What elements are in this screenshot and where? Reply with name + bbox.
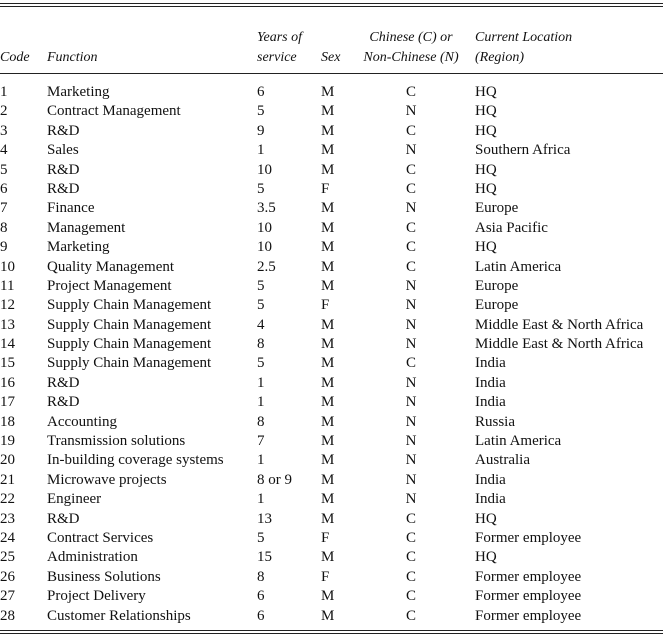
cell-years-of-service: 4 bbox=[257, 316, 265, 333]
header-years-line-2: service bbox=[257, 50, 297, 65]
cell-current-location: HQ bbox=[475, 84, 497, 100]
cell-code: 8 bbox=[0, 219, 8, 236]
cell-function: R&D bbox=[47, 510, 80, 527]
cell-function: Administration bbox=[47, 549, 138, 566]
cell-sex: M bbox=[321, 103, 335, 120]
cell-code: 26 bbox=[0, 568, 15, 585]
cell-chinese-or-non-chinese: N bbox=[405, 433, 417, 450]
cell-chinese-or-non-chinese: C bbox=[405, 122, 416, 139]
cell-chinese-or-non-chinese: N bbox=[405, 142, 417, 159]
cell-sex: M bbox=[321, 239, 335, 256]
cell-chinese-or-non-chinese: C bbox=[405, 568, 416, 585]
cell-current-location: Middle East & North Africa bbox=[475, 316, 644, 333]
cell-sex: M bbox=[321, 316, 335, 333]
cell-years-of-service: 1 bbox=[257, 491, 265, 508]
table-row bbox=[0, 219, 663, 238]
cell-function: Marketing bbox=[47, 84, 110, 100]
cell-current-location: Asia Pacific bbox=[475, 219, 548, 236]
cell-chinese-or-non-chinese: C bbox=[405, 84, 416, 100]
cell-current-location: Former employee bbox=[475, 588, 582, 605]
table-row bbox=[0, 199, 663, 218]
cell-chinese-or-non-chinese: C bbox=[405, 549, 416, 566]
cell-sex: M bbox=[321, 471, 335, 488]
cell-years-of-service: 5 bbox=[257, 180, 265, 197]
cell-chinese-or-non-chinese: C bbox=[405, 161, 416, 178]
cell-chinese-or-non-chinese: N bbox=[405, 374, 417, 391]
top-double-rule-upper bbox=[0, 3, 663, 4]
table-row bbox=[0, 587, 663, 606]
header-function-text: Function bbox=[47, 50, 98, 65]
table-row bbox=[0, 277, 663, 296]
cell-chinese-or-non-chinese: C bbox=[405, 239, 416, 256]
top-double-rule-lower bbox=[0, 6, 663, 7]
header-years-line-1: Years of bbox=[257, 30, 303, 45]
header-rule bbox=[0, 73, 663, 74]
cell-code: 1 bbox=[0, 84, 8, 100]
cell-chinese-or-non-chinese: N bbox=[405, 336, 417, 353]
cell-function: Contract Management bbox=[47, 103, 181, 120]
cell-sex: M bbox=[321, 607, 335, 624]
cell-years-of-service: 8 bbox=[257, 336, 265, 353]
header-chinese-line-2: Non-Chinese (N) bbox=[363, 50, 459, 65]
cell-current-location: India bbox=[475, 491, 506, 508]
cell-current-location: Europe bbox=[475, 200, 519, 217]
cell-years-of-service: 10 bbox=[257, 219, 272, 236]
cell-current-location: HQ bbox=[475, 180, 497, 197]
cell-function: Transmission solutions bbox=[47, 433, 186, 450]
cell-code: 15 bbox=[0, 355, 15, 372]
cell-sex: M bbox=[321, 200, 335, 217]
cell-code: 10 bbox=[0, 258, 15, 275]
header-code bbox=[0, 48, 30, 68]
header-sex bbox=[321, 48, 340, 68]
cell-code: 27 bbox=[0, 588, 15, 605]
cell-function: R&D bbox=[47, 122, 80, 139]
cell-chinese-or-non-chinese: N bbox=[405, 316, 417, 333]
cell-code: 18 bbox=[0, 413, 15, 430]
bottom-double-rule-lower bbox=[0, 633, 663, 634]
cell-sex: M bbox=[321, 355, 335, 372]
table-row bbox=[0, 122, 663, 141]
cell-chinese-or-non-chinese: N bbox=[405, 452, 417, 469]
table-row bbox=[0, 258, 663, 277]
cell-years-of-service: 8 or 9 bbox=[257, 471, 292, 488]
cell-sex: M bbox=[321, 122, 335, 139]
header-code-text: Code bbox=[0, 50, 30, 65]
cell-current-location: India bbox=[475, 355, 506, 372]
cell-chinese-or-non-chinese: C bbox=[405, 529, 416, 546]
cell-chinese-or-non-chinese: C bbox=[405, 588, 416, 605]
cell-code: 16 bbox=[0, 374, 15, 391]
cell-function: R&D bbox=[47, 180, 80, 197]
cell-code: 3 bbox=[0, 122, 8, 139]
table-row bbox=[0, 529, 663, 548]
cell-current-location: India bbox=[475, 471, 506, 488]
table-row bbox=[0, 510, 663, 529]
cell-years-of-service: 7 bbox=[257, 433, 265, 450]
header-sex-text: Sex bbox=[321, 50, 341, 65]
header-current-location bbox=[475, 28, 572, 68]
cell-current-location: India bbox=[475, 394, 506, 411]
cell-function: Accounting bbox=[47, 413, 117, 430]
cell-years-of-service: 13 bbox=[257, 510, 272, 527]
cell-function: Supply Chain Management bbox=[47, 297, 212, 314]
cell-current-location: Australia bbox=[475, 452, 530, 469]
cell-current-location: Middle East & North Africa bbox=[475, 336, 644, 353]
cell-function: Business Solutions bbox=[47, 568, 161, 585]
cell-sex: M bbox=[321, 84, 335, 100]
cell-sex: M bbox=[321, 374, 335, 391]
cell-current-location: Europe bbox=[475, 277, 519, 294]
cell-code: 14 bbox=[0, 336, 15, 353]
cell-function: R&D bbox=[47, 161, 80, 178]
cell-code: 12 bbox=[0, 297, 15, 314]
cell-sex: M bbox=[321, 433, 335, 450]
table-row bbox=[0, 102, 663, 121]
cell-sex: M bbox=[321, 588, 335, 605]
cell-current-location: HQ bbox=[475, 161, 497, 178]
cell-current-location: Southern Africa bbox=[475, 142, 571, 159]
cell-code: 4 bbox=[0, 142, 8, 159]
cell-years-of-service: 1 bbox=[257, 374, 265, 391]
cell-current-location: HQ bbox=[475, 103, 497, 120]
cell-years-of-service: 10 bbox=[257, 239, 272, 256]
cell-current-location: Former employee bbox=[475, 529, 582, 546]
cell-chinese-or-non-chinese: C bbox=[405, 180, 416, 197]
table-row bbox=[0, 548, 663, 567]
cell-function: In-building coverage systems bbox=[47, 452, 224, 469]
cell-chinese-or-non-chinese: N bbox=[405, 103, 417, 120]
cell-current-location: HQ bbox=[475, 510, 497, 527]
cell-code: 6 bbox=[0, 180, 8, 197]
cell-current-location: Latin America bbox=[475, 258, 562, 275]
cell-function: Marketing bbox=[47, 239, 110, 256]
cell-code: 5 bbox=[0, 161, 8, 178]
table-row bbox=[0, 432, 663, 451]
cell-sex: F bbox=[321, 297, 330, 314]
cell-code: 21 bbox=[0, 471, 15, 488]
header-chinese-line-1: Chinese (C) or bbox=[369, 30, 453, 45]
cell-years-of-service: 5 bbox=[257, 103, 265, 120]
cell-sex: M bbox=[321, 142, 335, 159]
cell-sex: M bbox=[321, 510, 335, 527]
table-row bbox=[0, 83, 663, 102]
cell-code: 13 bbox=[0, 316, 15, 333]
table-row bbox=[0, 568, 663, 587]
cell-function: Supply Chain Management bbox=[47, 336, 212, 353]
cell-sex: M bbox=[321, 549, 335, 566]
cell-sex: M bbox=[321, 336, 335, 353]
cell-chinese-or-non-chinese: N bbox=[405, 277, 417, 294]
table-row bbox=[0, 490, 663, 509]
cell-sex: M bbox=[321, 394, 335, 411]
cell-years-of-service: 15 bbox=[257, 549, 272, 566]
table-row bbox=[0, 471, 663, 490]
cell-function: Supply Chain Management bbox=[47, 355, 212, 372]
cell-code: 25 bbox=[0, 549, 15, 566]
table-row bbox=[0, 451, 663, 470]
cell-current-location: HQ bbox=[475, 549, 497, 566]
table-row bbox=[0, 335, 663, 354]
cell-function: Quality Management bbox=[47, 258, 175, 275]
cell-current-location: Europe bbox=[475, 297, 519, 314]
cell-years-of-service: 5 bbox=[257, 529, 265, 546]
cell-current-location: HQ bbox=[475, 239, 497, 256]
cell-years-of-service: 6 bbox=[257, 607, 265, 624]
table-row bbox=[0, 316, 663, 335]
cell-function: Contract Services bbox=[47, 529, 154, 546]
cell-years-of-service: 6 bbox=[257, 588, 265, 605]
cell-sex: F bbox=[321, 180, 330, 197]
table-row bbox=[0, 180, 663, 199]
cell-current-location: HQ bbox=[475, 122, 497, 139]
cell-code: 9 bbox=[0, 239, 8, 256]
cell-chinese-or-non-chinese: C bbox=[405, 607, 416, 624]
cell-years-of-service: 5 bbox=[257, 355, 265, 372]
cell-chinese-or-non-chinese: N bbox=[405, 471, 417, 488]
cell-sex: M bbox=[321, 258, 335, 275]
cell-code: 19 bbox=[0, 433, 15, 450]
cell-sex: M bbox=[321, 161, 335, 178]
cell-chinese-or-non-chinese: C bbox=[405, 219, 416, 236]
cell-years-of-service: 1 bbox=[257, 394, 265, 411]
cell-years-of-service: 2.5 bbox=[257, 258, 276, 275]
cell-sex: M bbox=[321, 277, 335, 294]
cell-years-of-service: 8 bbox=[257, 568, 265, 585]
cell-current-location: India bbox=[475, 374, 506, 391]
cell-function: Customer Relationships bbox=[47, 607, 191, 624]
cell-years-of-service: 6 bbox=[257, 84, 265, 100]
cell-sex: M bbox=[321, 491, 335, 508]
cell-function: Finance bbox=[47, 200, 95, 217]
cell-years-of-service: 3.5 bbox=[257, 200, 276, 217]
cell-code: 20 bbox=[0, 452, 15, 469]
cell-sex: M bbox=[321, 413, 335, 430]
cell-code: 28 bbox=[0, 607, 15, 624]
cell-chinese-or-non-chinese: C bbox=[405, 510, 416, 527]
cell-current-location: Former employee bbox=[475, 607, 582, 624]
table-row bbox=[0, 374, 663, 393]
header-function bbox=[47, 48, 98, 68]
table-row bbox=[0, 413, 663, 432]
cell-chinese-or-non-chinese: C bbox=[405, 258, 416, 275]
cell-function: R&D bbox=[47, 374, 80, 391]
cell-sex: F bbox=[321, 568, 330, 585]
cell-code: 17 bbox=[0, 394, 15, 411]
table-row bbox=[0, 238, 663, 257]
cell-function: R&D bbox=[47, 394, 80, 411]
cell-current-location: Russia bbox=[475, 413, 516, 430]
cell-years-of-service: 9 bbox=[257, 122, 265, 139]
cell-code: 7 bbox=[0, 200, 8, 217]
table-row bbox=[0, 161, 663, 180]
cell-chinese-or-non-chinese: N bbox=[405, 491, 417, 508]
cell-code: 22 bbox=[0, 491, 15, 508]
cell-chinese-or-non-chinese: N bbox=[405, 200, 417, 217]
cell-current-location: Former employee bbox=[475, 568, 582, 585]
cell-chinese-or-non-chinese: N bbox=[405, 394, 417, 411]
cell-function: Supply Chain Management bbox=[47, 316, 212, 333]
cell-function: Project Management bbox=[47, 277, 172, 294]
table-row bbox=[0, 393, 663, 412]
table-row bbox=[0, 141, 663, 160]
cell-years-of-service: 5 bbox=[257, 297, 265, 314]
cell-function: Engineer bbox=[47, 491, 102, 508]
cell-years-of-service: 8 bbox=[257, 413, 265, 430]
cell-function: Project Delivery bbox=[47, 588, 146, 605]
cell-years-of-service: 1 bbox=[257, 452, 265, 469]
cell-code: 2 bbox=[0, 103, 8, 120]
table-row bbox=[0, 607, 663, 626]
header-chinese-or-non-chinese bbox=[357, 28, 465, 68]
cell-code: 11 bbox=[0, 277, 15, 294]
cell-code: 24 bbox=[0, 529, 15, 546]
cell-chinese-or-non-chinese: C bbox=[405, 355, 416, 372]
cell-years-of-service: 1 bbox=[257, 142, 265, 159]
cell-sex: M bbox=[321, 452, 335, 469]
cell-function: Sales bbox=[47, 142, 79, 159]
cell-code: 23 bbox=[0, 510, 15, 527]
cell-sex: F bbox=[321, 529, 330, 546]
cell-sex: M bbox=[321, 219, 335, 236]
header-location-line-1: Current Location bbox=[475, 30, 573, 45]
table-row bbox=[0, 296, 663, 315]
bottom-double-rule-upper bbox=[0, 630, 663, 631]
cell-function: Microwave projects bbox=[47, 471, 167, 488]
table-body bbox=[0, 83, 663, 626]
cell-function: Management bbox=[47, 219, 126, 236]
table-row bbox=[0, 354, 663, 373]
cell-chinese-or-non-chinese: N bbox=[405, 413, 417, 430]
cell-years-of-service: 5 bbox=[257, 277, 265, 294]
cell-chinese-or-non-chinese: N bbox=[405, 297, 417, 314]
cell-years-of-service: 10 bbox=[257, 161, 272, 178]
header-location-line-2: (Region) bbox=[475, 50, 524, 65]
cell-current-location: Latin America bbox=[475, 433, 562, 450]
header-years-of-service bbox=[257, 28, 302, 68]
